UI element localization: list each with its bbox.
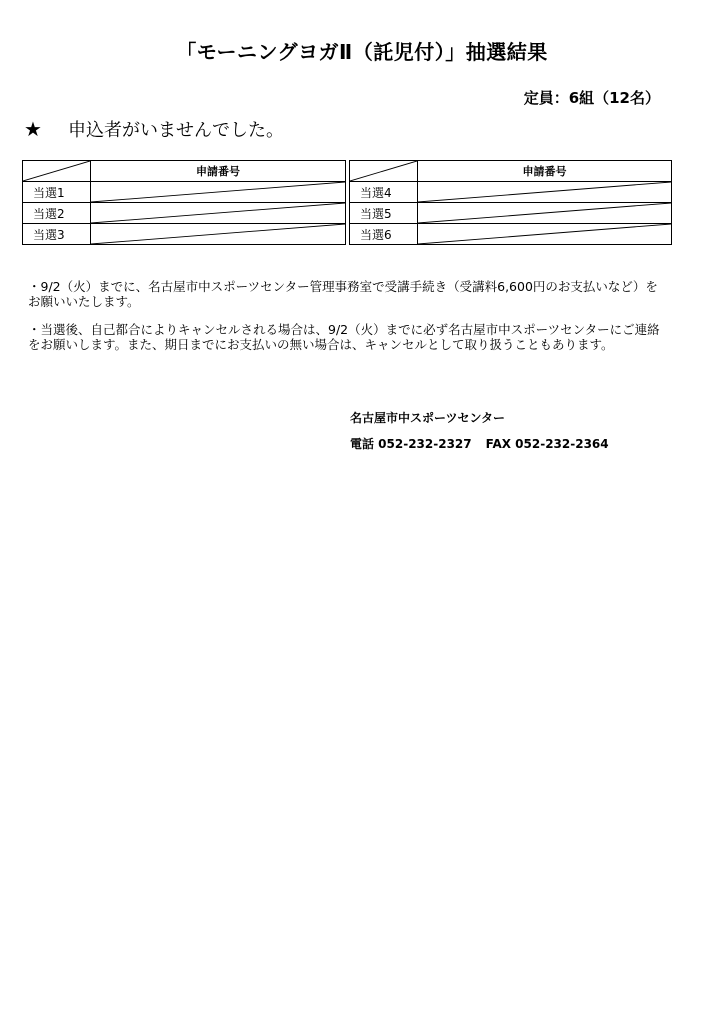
empty-cell-right xyxy=(418,203,672,224)
header-label-left: 申請番号 xyxy=(91,161,346,182)
header-label-right: 申請番号 xyxy=(418,161,672,182)
table-header-row xyxy=(23,161,672,182)
row-label-left: 当選2 xyxy=(23,203,91,224)
result-table xyxy=(22,160,672,245)
empty-cell-left xyxy=(91,203,346,224)
page-title: 「モーニングヨガⅡ（託児付）」抽選結果 xyxy=(176,40,548,64)
empty-cell-left xyxy=(91,224,346,245)
note-cancel: ・当選後、自己都合によりキャンセルされる場合は、9/2（火）までに必ず名古屋市中スポーツセンターにご連絡をお願いします。また、期日までにお支払いの無い場合は、キャンセルとして取り扱うこともあります。 xyxy=(28,322,660,352)
empty-cell-right xyxy=(418,224,672,245)
row-label-left: 当選1 xyxy=(23,182,91,203)
row-label-left: 当選3 xyxy=(23,224,91,245)
contact-block xyxy=(350,405,609,457)
note-payment: ・9/2（火）までに、名古屋市中スポーツセンター管理事務室で受講手続き（受講料6,600円のお支払いなど）をお願いいたします。 xyxy=(28,279,658,309)
empty-cell-left xyxy=(91,182,346,203)
empty-cell-right xyxy=(418,182,672,203)
contact-name: 名古屋市中スポーツセンター xyxy=(350,411,506,425)
row-label-right: 当選5 xyxy=(350,203,418,224)
header-corner-left xyxy=(23,161,91,182)
contact-numbers xyxy=(350,431,609,457)
table-row xyxy=(23,182,672,203)
star-icon: ★ xyxy=(24,117,42,141)
notice-line xyxy=(24,116,284,142)
row-label-right: 当選4 xyxy=(350,182,418,203)
table-row xyxy=(23,224,672,245)
notice-message: 申込者がいませんでした。 xyxy=(68,120,284,141)
contact-fax: FAX 052-232-2364 xyxy=(485,437,609,451)
capacity-label: 定員：6組（12名） xyxy=(523,89,660,107)
contact-phone: 電話 052-232-2327 xyxy=(350,437,472,451)
row-label-right: 当選6 xyxy=(350,224,418,245)
notes xyxy=(28,279,668,365)
header-corner-right xyxy=(350,161,418,182)
table-row xyxy=(23,203,672,224)
